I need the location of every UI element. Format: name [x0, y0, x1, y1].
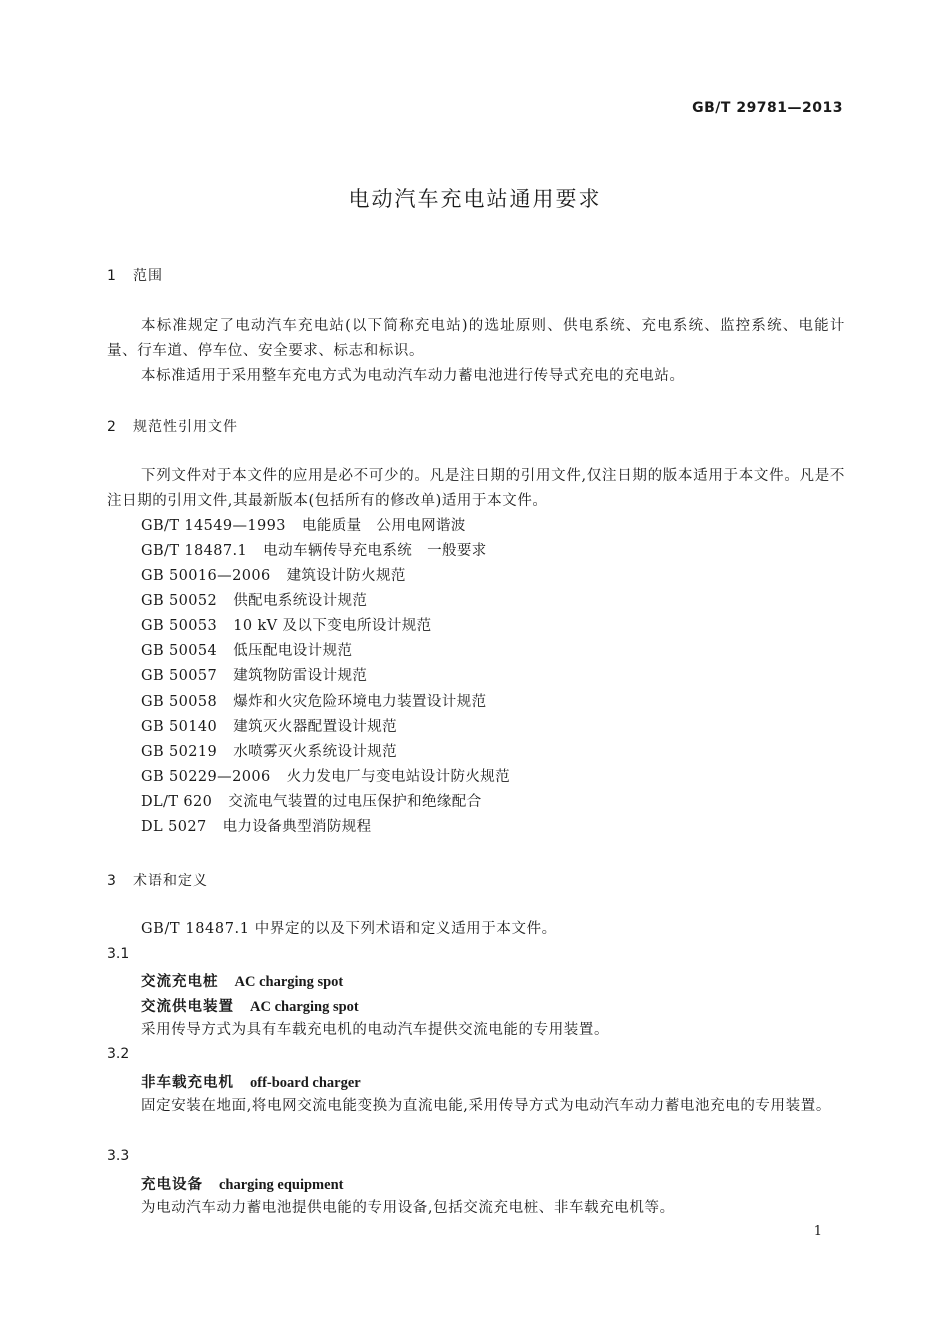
reference-item — [141, 589, 367, 610]
document-title: 电动汽车充电站通用要求 — [348, 187, 602, 211]
reference-code: GB 50053 — [141, 618, 218, 634]
page-number: 1 — [813, 1224, 822, 1239]
reference-code: GB 50140 — [141, 719, 218, 735]
reference-item — [141, 514, 466, 535]
section-3-number: 3 — [107, 873, 117, 889]
reference-item — [141, 564, 406, 585]
section-3-intro: GB/T 18487.1 中界定的以及下列术语和定义适用于本文件。 — [141, 921, 557, 937]
section-1-title: 范围 — [133, 268, 163, 284]
reference-item — [141, 614, 432, 635]
reference-item — [141, 639, 352, 660]
reference-code: GB 50052 — [141, 593, 218, 609]
section-2-title: 规范性引用文件 — [133, 419, 238, 435]
reference-item — [141, 715, 397, 736]
term-entry — [141, 995, 359, 1016]
term-chinese: 充电设备 — [141, 1177, 203, 1193]
clause-number: 3.1 — [107, 946, 130, 962]
reference-title: 交流电气装置的过电压保护和绝缘配合 — [228, 794, 482, 810]
reference-code: GB 50229—2006 — [141, 769, 271, 785]
reference-item — [141, 815, 372, 836]
section-1-paragraph-2: 本标准适用于采用整车充电方式为电动汽车动力蓄电池进行传导式充电的充电站。 — [141, 368, 685, 384]
reference-item — [141, 740, 397, 761]
reference-code: GB/T 18487.1 — [141, 543, 248, 559]
reference-title: 水喷雾灭火系统设计规范 — [233, 744, 398, 760]
term-english: AC charging spot — [250, 999, 359, 1015]
clause-number: 3.2 — [107, 1046, 130, 1062]
term-chinese: 交流充电桩 — [141, 974, 219, 990]
section-2-intro: 下列文件对于本文件的应用是必不可少的。凡是注日期的引用文件,仅注日期的版本适用于本文件。凡是不注日期的引用文件,其最新版本(包括所有的修改单)适用于本文件。 — [107, 468, 845, 509]
reference-item — [141, 664, 367, 685]
reference-title: 供配电系统设计规范 — [233, 593, 368, 609]
reference-item — [141, 765, 510, 786]
reference-title: 低压配电设计规范 — [233, 643, 353, 659]
standard-code: GB/T 29781—2013 — [692, 100, 843, 116]
reference-item — [141, 790, 482, 811]
reference-title: 电力设备典型消防规程 — [222, 819, 372, 835]
section-2-heading — [107, 416, 238, 436]
section-3-heading — [107, 870, 208, 890]
reference-code: GB 50054 — [141, 643, 218, 659]
clause-number: 3.3 — [107, 1148, 130, 1164]
reference-item — [141, 690, 487, 711]
reference-title: 建筑灭火器配置设计规范 — [233, 719, 398, 735]
term-english: AC charging spot — [234, 974, 344, 990]
term-english: off-board charger — [250, 1075, 361, 1091]
reference-code: GB 50057 — [141, 668, 218, 684]
term-chinese: 非车载充电机 — [141, 1075, 234, 1091]
reference-code: GB 50219 — [141, 744, 218, 760]
section-1-heading — [107, 265, 163, 285]
reference-item — [141, 539, 487, 560]
term-definition: 为电动汽车动力蓄电池提供电能的专用设备,包括交流充电桩、非车载充电机等。 — [141, 1200, 675, 1216]
reference-code: DL 5027 — [141, 819, 207, 835]
reference-title: 电动车辆传导充电系统 一般要求 — [263, 543, 487, 559]
reference-title: 建筑物防雷设计规范 — [233, 668, 368, 684]
term-chinese: 交流供电装置 — [141, 999, 234, 1015]
term-english: charging equipment — [219, 1177, 344, 1193]
reference-code: DL/T 620 — [141, 794, 213, 810]
reference-code: GB 50058 — [141, 694, 218, 710]
reference-title: 10 kV 及以下变电所设计规范 — [233, 618, 432, 634]
reference-title: 建筑设计防火规范 — [286, 568, 406, 584]
reference-title: 爆炸和火灾危险环境电力装置设计规范 — [233, 694, 487, 710]
reference-code: GB 50016—2006 — [141, 568, 271, 584]
reference-title: 电能质量 公用电网谐波 — [301, 518, 466, 534]
term-entry — [141, 970, 343, 991]
term-definition: 固定安装在地面,将电网交流电能变换为直流电能,采用传导方式为电动汽车动力蓄电池充电的专用装置。 — [141, 1098, 831, 1114]
term-entry — [141, 1173, 343, 1194]
section-1-number: 1 — [107, 268, 117, 284]
section-3-title: 术语和定义 — [133, 873, 208, 889]
term-definition: 采用传导方式为具有车载充电机的电动汽车提供交流电能的专用装置。 — [141, 1022, 610, 1038]
section-2-number: 2 — [107, 419, 117, 435]
term-entry — [141, 1071, 361, 1092]
section-1-paragraph-1: 本标准规定了电动汽车充电站(以下简称充电站)的选址原则、供电系统、充电系统、监控系统、电能计量、行车道、停车位、安全要求、标志和标识。 — [107, 318, 845, 359]
reference-title: 火力发电厂与变电站设计防火规范 — [286, 769, 511, 785]
reference-code: GB/T 14549—1993 — [141, 518, 286, 534]
